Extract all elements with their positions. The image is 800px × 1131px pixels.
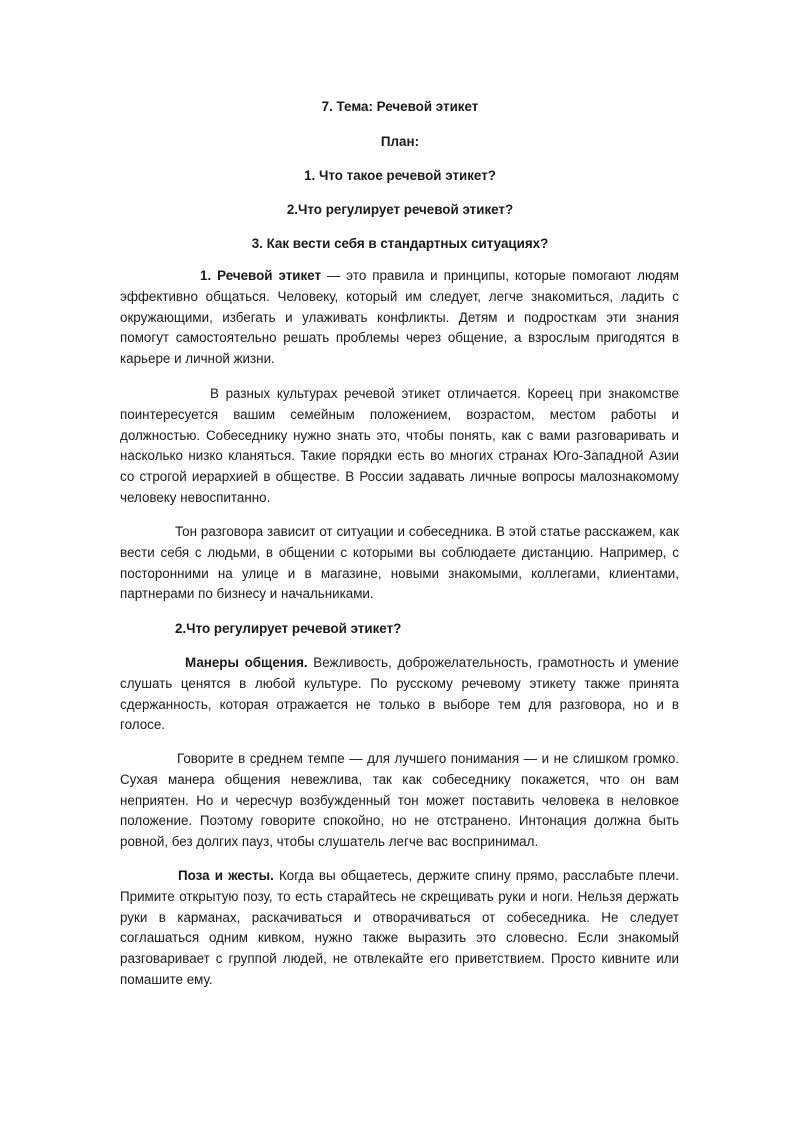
paragraph-line: вести себя с людьми, в общении с которыми вы соблюдаете дистанцию. Например, с: [120, 544, 679, 560]
paragraph-line: 1. Речевой этикет — это правила и принципы, которые помогают людям: [200, 268, 679, 283]
paragraph-line: голосе.: [120, 717, 166, 733]
term-lead: Поза и жесты.: [178, 868, 274, 883]
paragraph-line: поинтересуется вашим семейным положением, возрастом, местом работы и: [120, 406, 679, 422]
document-title: 7. Тема: Речевой этикет: [321, 99, 479, 114]
paragraph-line: партнерами по бизнесу и начальниками.: [120, 586, 374, 602]
paragraph-line: положение. Поэтому говорите спокойно, но не отстранено. Интонация должна быть: [120, 813, 679, 829]
paragraph-line: карьере и личной жизни.: [120, 351, 275, 367]
section-2-heading: 2.Что регулирует речевой этикет?: [175, 621, 402, 636]
paragraph-line: помашите ему.: [120, 971, 213, 987]
paragraph-line: помогут самостоятельно решать проблемы через общение, а взрослым пригодятся в: [120, 330, 679, 346]
paragraph-line: неприятен. Но и чересчур возбужденный тон может поставить человека в неловкое: [120, 792, 679, 808]
paragraph-line: эффективно общаться. Человеку, который им следует, легче знакомиться, ладить с: [120, 288, 679, 304]
paragraph-line: ровной, без долгих пауз, чтобы слушатель легче вас воспринимал.: [120, 834, 539, 850]
paragraph-line: слушать ценятся в любой культуре. По русскому речевому этикету также принята: [120, 675, 679, 691]
paragraph-1: [120, 266, 679, 370]
paragraph-line: насколько низко кланяться. Такие порядки есть во многих странах Юго-Западной Азии: [120, 448, 679, 464]
paragraph-line: посторонними на улице и в магазине, новыми знакомыми, коллегами, клиентами,: [120, 565, 679, 581]
paragraph-line: Говорите в среднем темпе — для лучшего понимания — и не слишком громко.: [177, 751, 679, 766]
paragraph-line: Манеры общения. Вежливость, доброжелательность, грамотность и умение: [185, 655, 679, 670]
paragraph-line: Сухая манера общения невежлива, так как собеседнику покажется, что он вам: [120, 771, 679, 787]
plan-heading: План:: [380, 134, 420, 149]
paragraph-line: В разных культурах речевой этикет отличается. Кореец при знакомстве: [210, 386, 679, 401]
paragraph-line: Тон разговора зависит от ситуации и собеседника. В этой статье расскажем, как: [175, 524, 679, 539]
term-lead: 1. Речевой этикет: [200, 268, 322, 283]
term-lead: Манеры общения.: [185, 655, 308, 670]
paragraph-2: [120, 384, 679, 509]
paragraph-line: окружающими, избегать и улаживать конфликты. Детям и подросткам эти знания: [120, 309, 679, 325]
paragraph-5: [120, 749, 679, 853]
paragraph-line: должностью. Собеседнику нужно знать это, чтобы понять, как с вами разговаривать и: [120, 427, 679, 443]
paragraph-3: [120, 522, 679, 605]
paragraph-4: [120, 653, 679, 736]
paragraph-line: Поза и жесты. Когда вы общаетесь, держите спину прямо, расслабьте плечи.: [178, 868, 679, 883]
plan-item-3: 3. Как вести себя в стандартных ситуациях?: [251, 236, 549, 251]
paragraph-6: [120, 866, 679, 991]
paragraph-line: разговаривает с группой людей, не отвлекайте его приветствием. Просто кивните или: [120, 951, 679, 967]
plan-item-2: 2.Что регулирует речевой этикет?: [286, 202, 514, 217]
paragraph-line: человеку невоспитанно.: [120, 489, 271, 505]
paragraph-line: сдержанность, которая отражается не только в выборе тем для разговора, но и в: [120, 696, 679, 712]
plan-item-1: 1. Что такое речевой этикет?: [304, 168, 496, 183]
paragraph-line: руки в карманах, раскачиваться и отворачиваться от собеседника. Не следует: [120, 909, 679, 925]
paragraph-line: со строгой иерархией в обществе. В России задавать личные вопросы малознакомому: [120, 469, 679, 485]
paragraph-line: соглашаться одним кивком, нужно также выразить это словесно. Если знакомый: [120, 930, 679, 946]
paragraph-line: Примите открытую позу, то есть старайтесь не скрещивать руки и ноги. Нельзя держать: [120, 888, 679, 904]
